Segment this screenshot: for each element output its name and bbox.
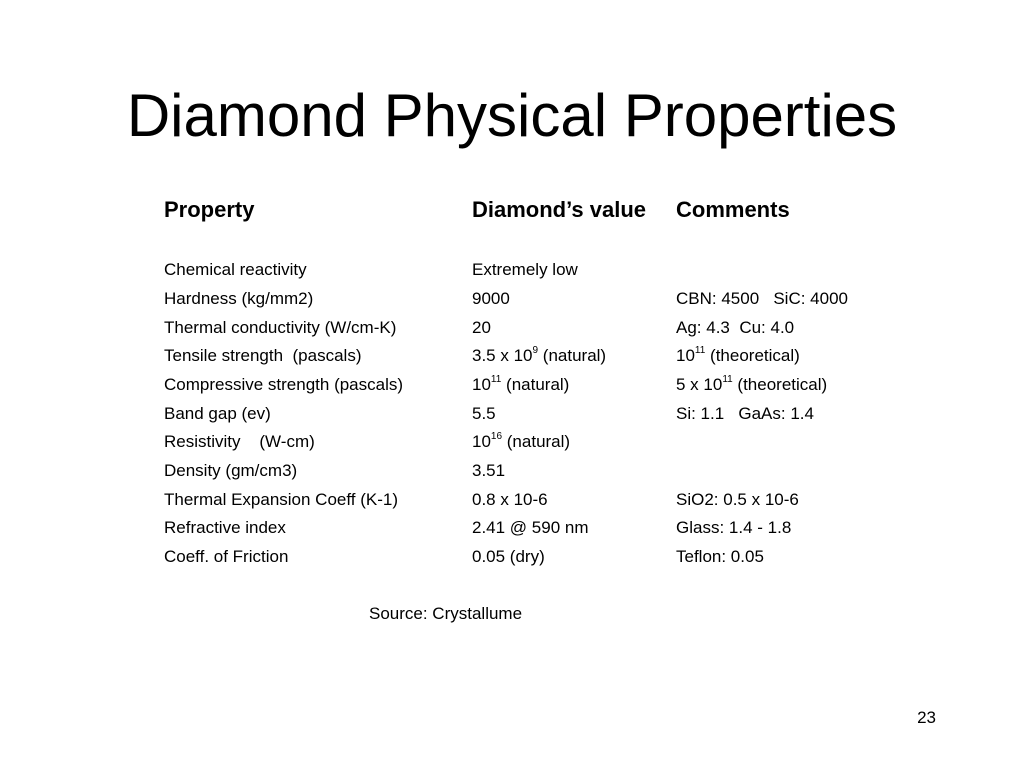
slide-title: Diamond Physical Properties (126, 82, 898, 149)
property-cell: Hardness (kg/mm2) (164, 289, 314, 308)
comment-suffix: (theoretical) (705, 346, 800, 365)
value-cell: 0.05 (dry) (472, 547, 545, 566)
value-cell: Extremely low (472, 260, 578, 279)
value-exponent: 11 (490, 374, 502, 386)
header-diamond-value: Diamond’s value (472, 197, 647, 222)
source-note: Source: Crystallume (369, 604, 523, 623)
comment-exponent: 11 (694, 345, 706, 357)
comment-cell: CBN: 4500 SiC: 4000 (676, 289, 848, 308)
property-cell: Thermal Expansion Coeff (K-1) (164, 490, 399, 509)
comment-base: 5 x 10 (676, 375, 723, 394)
comment-cell (676, 375, 827, 395)
property-cell: Resistivity (W-cm) (164, 432, 315, 451)
value-suffix: (natural) (538, 346, 607, 365)
comment-cell: Ag: 4.3 Cu: 4.0 (676, 318, 795, 337)
header-comments: Comments (676, 197, 790, 222)
header-property: Property (164, 197, 255, 222)
value-cell: 20 (472, 318, 491, 337)
comment-cell: Glass: 1.4 - 1.8 (676, 518, 792, 537)
value-suffix: (natural) (502, 432, 571, 451)
property-cell: Refractive index (164, 518, 286, 537)
property-cell: Tensile strength (pascals) (164, 346, 362, 365)
property-cell: Density (gm/cm3) (164, 461, 298, 480)
value-cell: 9000 (472, 289, 510, 308)
value-cell: 3.51 (472, 461, 506, 480)
comment-cell: Si: 1.1 GaAs: 1.4 (676, 404, 814, 423)
value-suffix: (natural) (501, 375, 570, 394)
value-base: 10 (472, 432, 491, 451)
comment-base: 10 (676, 346, 695, 365)
value-exponent: 9 (532, 345, 539, 357)
value-cell: 2.41 @ 590 nm (472, 518, 589, 537)
value-cell (472, 432, 570, 452)
value-cell (472, 346, 606, 366)
property-cell: Band gap (ev) (164, 404, 271, 423)
value-exponent: 16 (490, 431, 503, 443)
property-cell: Thermal conductivity (W/cm-K) (164, 318, 397, 337)
page-number: 23 (917, 708, 936, 727)
comment-cell: SiO2: 0.5 x 10-6 (676, 490, 799, 509)
comment-suffix: (theoretical) (732, 375, 828, 394)
value-cell: 0.8 x 10-6 (472, 490, 548, 509)
property-cell: Compressive strength (pascals) (164, 375, 404, 394)
comment-cell (676, 346, 800, 366)
value-cell: 5.5 (472, 404, 496, 423)
value-base: 3.5 x 10 (472, 346, 533, 365)
value-cell (472, 375, 569, 395)
value-base: 10 (472, 375, 491, 394)
property-cell: Coeff. of Friction (164, 547, 289, 566)
comment-cell: Teflon: 0.05 (676, 547, 764, 566)
comment-exponent: 11 (722, 374, 733, 386)
property-cell: Chemical reactivity (164, 260, 307, 279)
